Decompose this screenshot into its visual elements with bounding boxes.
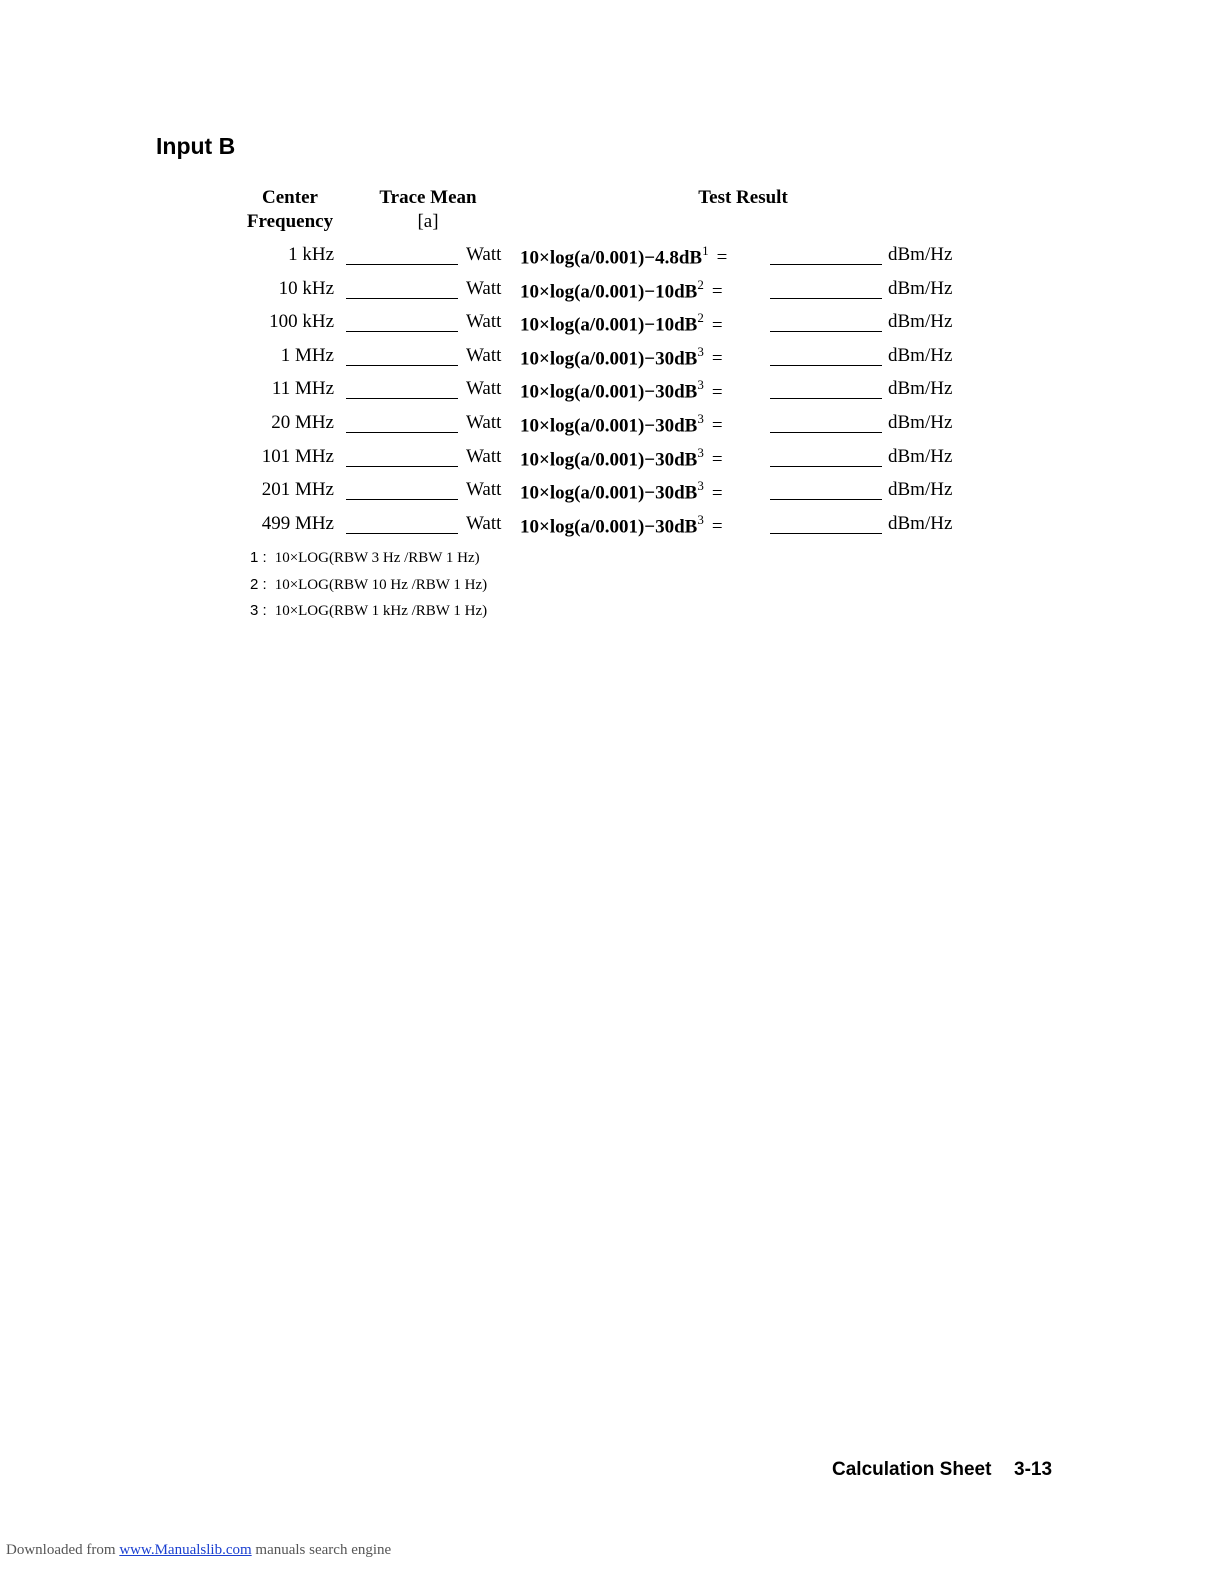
center-frequency: 20 MHz bbox=[271, 412, 334, 433]
formula-text: 10×log(a/0.001)−30dB bbox=[520, 516, 698, 538]
watt-unit: Watt bbox=[466, 512, 502, 534]
footnote-ref: 3 bbox=[697, 411, 704, 426]
footnote-ref: 3 bbox=[697, 511, 704, 527]
formula bbox=[520, 311, 723, 336]
watt-unit: Watt bbox=[466, 412, 502, 433]
table-row bbox=[0, 278, 1224, 304]
formula-text: 10×log(a/0.001)−30dB bbox=[520, 415, 698, 437]
equals-sign: = bbox=[711, 381, 723, 403]
watt-unit: Watt bbox=[466, 479, 502, 501]
watt-unit: Watt bbox=[466, 244, 502, 265]
table-row bbox=[0, 345, 1224, 371]
formula-text: 10×log(a/0.001)−4.8dB bbox=[520, 247, 703, 269]
footnote-ref: 3 bbox=[697, 377, 704, 393]
page-number: 3-13 bbox=[1014, 1459, 1053, 1480]
download-note bbox=[6, 1542, 391, 1559]
header-test-result: Test Result bbox=[698, 187, 788, 208]
formula bbox=[520, 479, 723, 504]
result-unit: dBm/Hz bbox=[888, 344, 953, 366]
table-row bbox=[0, 378, 1224, 404]
trace-mean-blank[interactable] bbox=[346, 446, 458, 467]
trace-mean-blank[interactable] bbox=[346, 244, 458, 265]
footnote-text: 10×LOG(RBW 1 kHz /RBW 1 Hz) bbox=[274, 603, 488, 619]
equals-sign: = bbox=[711, 280, 723, 302]
center-frequency: 101 MHz bbox=[261, 445, 334, 467]
test-result-blank[interactable] bbox=[770, 378, 882, 399]
center-frequency: 1 MHz bbox=[280, 344, 334, 366]
test-result-blank[interactable] bbox=[770, 311, 882, 332]
table-row bbox=[0, 479, 1224, 505]
formula bbox=[520, 278, 723, 303]
header-trace-mean-line1: Trace Mean bbox=[379, 187, 477, 208]
table-row bbox=[0, 311, 1224, 337]
download-prefix: Downloaded from bbox=[6, 1542, 116, 1558]
footnote-number: 3 : bbox=[250, 602, 267, 619]
trace-mean-blank[interactable] bbox=[346, 278, 458, 299]
header-trace-mean bbox=[360, 186, 496, 234]
footnote-ref: 2 bbox=[697, 276, 704, 292]
formula-text: 10×log(a/0.001)−30dB bbox=[520, 482, 698, 504]
footnote-number: 1 : bbox=[250, 549, 267, 566]
formula-text: 10×log(a/0.001)−30dB bbox=[520, 381, 698, 403]
footer-title: Calculation Sheet bbox=[832, 1459, 992, 1480]
footnote-number: 2 : bbox=[250, 575, 267, 593]
header-center-frequency-line1: Center bbox=[262, 187, 318, 208]
watt-unit: Watt bbox=[466, 277, 502, 299]
formula-text: 10×log(a/0.001)−10dB bbox=[520, 280, 698, 302]
center-frequency: 100 kHz bbox=[269, 311, 334, 333]
watt-unit: Watt bbox=[466, 445, 502, 467]
footnotes bbox=[250, 545, 487, 625]
result-unit: dBm/Hz bbox=[888, 512, 953, 534]
result-unit: dBm/Hz bbox=[888, 311, 953, 333]
formula bbox=[520, 244, 727, 269]
result-unit: dBm/Hz bbox=[888, 277, 953, 299]
formula-text: 10×log(a/0.001)−30dB bbox=[520, 448, 698, 470]
result-unit: dBm/Hz bbox=[888, 244, 953, 265]
header-center-frequency bbox=[236, 186, 344, 234]
test-result-blank[interactable] bbox=[770, 412, 882, 433]
formula bbox=[520, 412, 723, 437]
center-frequency: 11 MHz bbox=[271, 378, 334, 400]
result-unit: dBm/Hz bbox=[888, 378, 953, 400]
footnote bbox=[250, 572, 487, 599]
trace-mean-blank[interactable] bbox=[346, 479, 458, 500]
test-result-blank[interactable] bbox=[770, 244, 882, 265]
test-result-blank[interactable] bbox=[770, 446, 882, 467]
trace-mean-blank[interactable] bbox=[346, 345, 458, 366]
table-row bbox=[0, 244, 1224, 270]
test-result-blank[interactable] bbox=[770, 345, 882, 366]
footnote bbox=[250, 598, 487, 625]
center-frequency: 1 kHz bbox=[288, 244, 334, 265]
table-row bbox=[0, 513, 1224, 539]
result-unit: dBm/Hz bbox=[888, 479, 953, 501]
footnote-ref: 3 bbox=[697, 478, 704, 494]
trace-mean-blank[interactable] bbox=[346, 311, 458, 332]
result-unit: dBm/Hz bbox=[888, 412, 953, 433]
header-trace-mean-line2: [a] bbox=[417, 211, 439, 232]
download-suffix: manuals search engine bbox=[255, 1542, 392, 1558]
table-row bbox=[0, 412, 1224, 438]
center-frequency: 201 MHz bbox=[261, 479, 334, 501]
test-result-blank[interactable] bbox=[770, 278, 882, 299]
watt-unit: Watt bbox=[466, 378, 502, 400]
center-frequency: 10 kHz bbox=[278, 277, 334, 299]
footnote-ref: 3 bbox=[697, 343, 704, 359]
section-title: Input B bbox=[156, 133, 236, 159]
equals-sign: = bbox=[711, 482, 723, 504]
footnote-text: 10×LOG(RBW 10 Hz /RBW 1 Hz) bbox=[274, 576, 488, 593]
footnote-ref: 1 bbox=[702, 243, 709, 258]
equals-sign: = bbox=[711, 415, 723, 437]
formula-text: 10×log(a/0.001)−30dB bbox=[520, 348, 698, 370]
equals-sign: = bbox=[711, 516, 723, 538]
center-frequency: 499 MHz bbox=[261, 512, 334, 534]
footnote-ref: 3 bbox=[697, 444, 704, 460]
footnote bbox=[250, 545, 487, 572]
result-unit: dBm/Hz bbox=[888, 445, 953, 467]
formula bbox=[520, 345, 723, 370]
equals-sign: = bbox=[711, 448, 723, 470]
test-result-blank[interactable] bbox=[770, 479, 882, 500]
manualslib-link[interactable]: www.Manualslib.com bbox=[119, 1542, 252, 1558]
equals-sign: = bbox=[716, 247, 728, 269]
equals-sign: = bbox=[711, 314, 723, 336]
equals-sign: = bbox=[711, 348, 723, 370]
trace-mean-blank[interactable] bbox=[346, 378, 458, 399]
formula bbox=[520, 446, 723, 471]
watt-unit: Watt bbox=[466, 344, 502, 366]
trace-mean-blank[interactable] bbox=[346, 513, 458, 534]
header-center-frequency-line2: Frequency bbox=[246, 211, 334, 232]
table-row bbox=[0, 446, 1224, 472]
formula-text: 10×log(a/0.001)−10dB bbox=[520, 314, 698, 336]
watt-unit: Watt bbox=[466, 311, 502, 333]
trace-mean-blank[interactable] bbox=[346, 412, 458, 433]
footnote-ref: 2 bbox=[697, 310, 704, 326]
formula bbox=[520, 378, 723, 403]
footnote-text: 10×LOG(RBW 3 Hz /RBW 1 Hz) bbox=[274, 550, 480, 566]
formula bbox=[520, 513, 723, 538]
test-result-blank[interactable] bbox=[770, 513, 882, 534]
